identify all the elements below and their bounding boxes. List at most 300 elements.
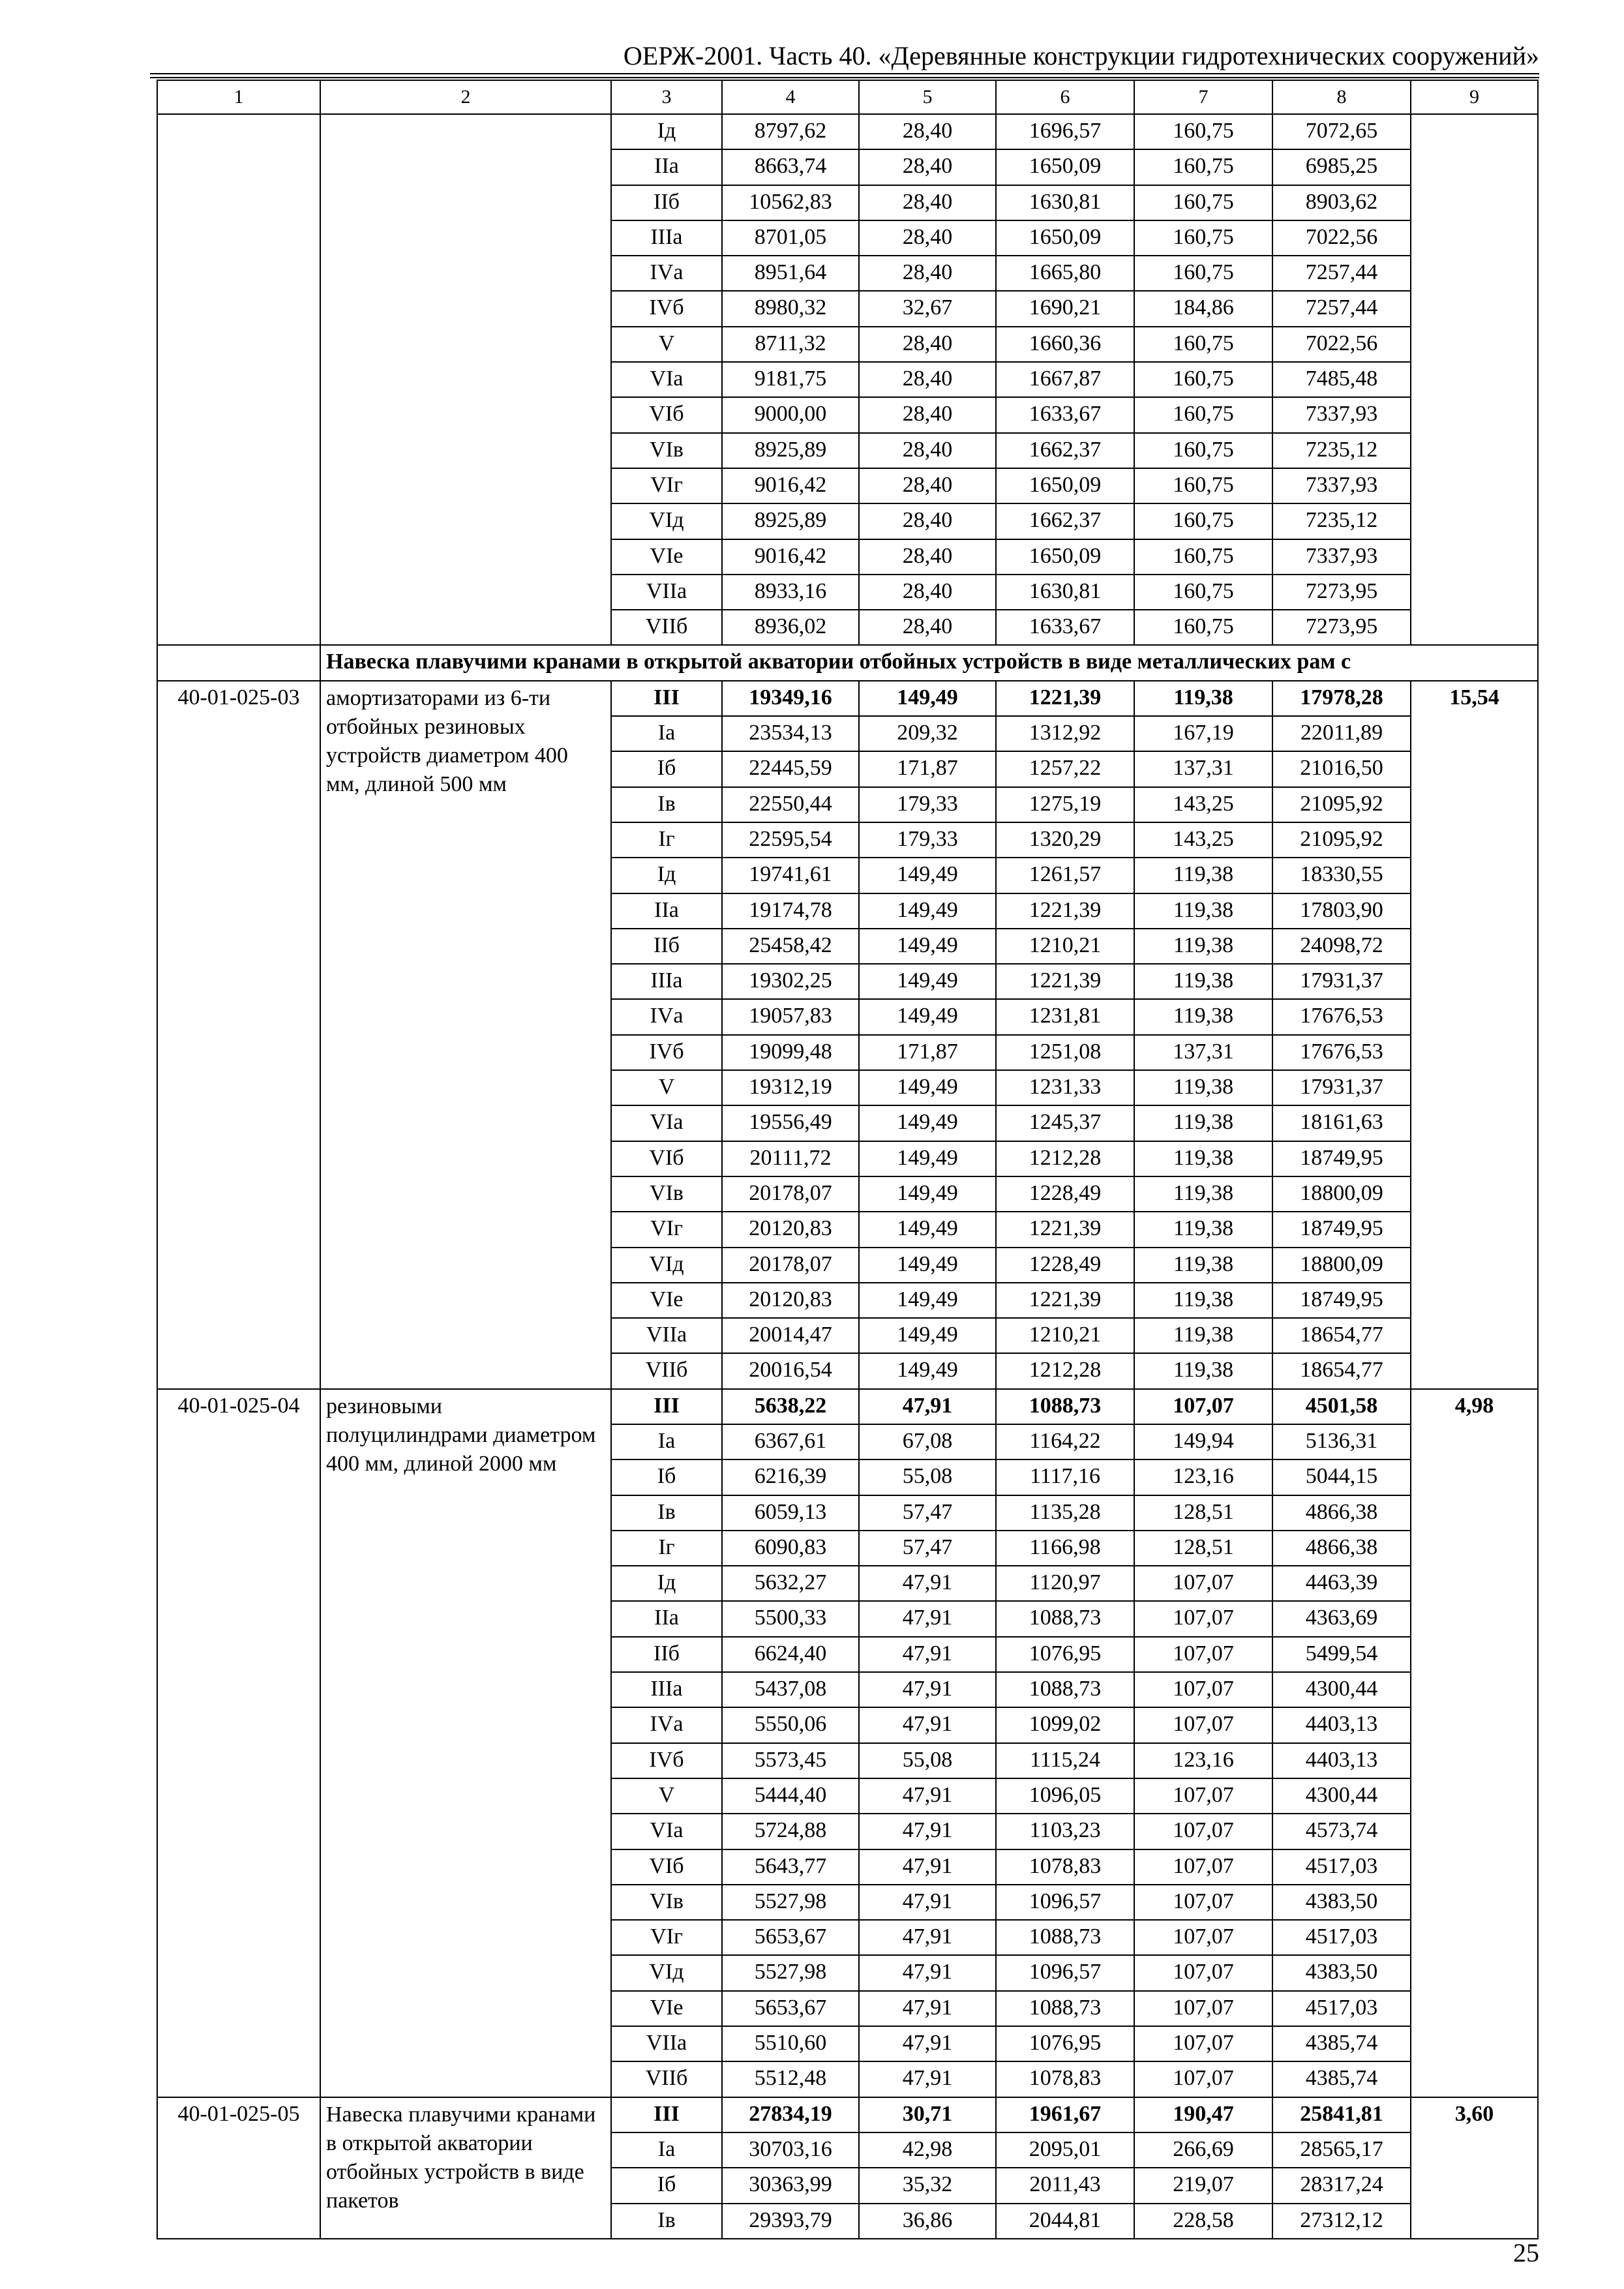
value-cell: 160,75 bbox=[1134, 149, 1272, 185]
value-cell: 8933,16 bbox=[722, 575, 859, 610]
value-cell: 107,07 bbox=[1134, 1672, 1272, 1707]
value-cell: 25841,81 bbox=[1272, 2097, 1411, 2132]
value-cell: 219,07 bbox=[1134, 2168, 1272, 2203]
zone-code: Iд bbox=[611, 858, 722, 893]
value-cell: 107,07 bbox=[1134, 1566, 1272, 1601]
zone-code: VIд bbox=[611, 503, 722, 539]
value-cell: 107,07 bbox=[1134, 1991, 1272, 2026]
value-cell: 5643,77 bbox=[722, 1849, 859, 1885]
value-cell: 27834,19 bbox=[722, 2097, 859, 2132]
value-cell: 4363,69 bbox=[1272, 1601, 1411, 1636]
zone-code: VIе bbox=[611, 1283, 722, 1318]
value-cell: 119,38 bbox=[1134, 1353, 1272, 1388]
rate-description: амортизаторами из 6-ти отбойных резиновых устройств диаметром 400 мм, длиной 500 мм bbox=[320, 681, 611, 1389]
value-cell: 4501,58 bbox=[1272, 1389, 1411, 1424]
value-cell: 8903,62 bbox=[1272, 185, 1411, 220]
value-cell: 1690,21 bbox=[996, 291, 1134, 326]
value-cell: 35,32 bbox=[859, 2168, 996, 2203]
value-cell: 107,07 bbox=[1134, 1707, 1272, 1743]
zone-code: VIа bbox=[611, 1105, 722, 1141]
value-cell: 9016,42 bbox=[722, 539, 859, 575]
value-cell: 22595,54 bbox=[722, 822, 859, 858]
value-cell: 7022,56 bbox=[1272, 327, 1411, 362]
zone-code: V bbox=[611, 1778, 722, 1814]
value-cell: 1166,98 bbox=[996, 1531, 1134, 1566]
value-cell: 1164,22 bbox=[996, 1424, 1134, 1459]
zone-code: Iб bbox=[611, 2168, 722, 2203]
value-cell: 7257,44 bbox=[1272, 256, 1411, 291]
value-cell: 160,75 bbox=[1134, 397, 1272, 432]
value-cell: 5632,27 bbox=[722, 1566, 859, 1601]
value-cell: 1103,23 bbox=[996, 1814, 1134, 1849]
value-cell: 149,49 bbox=[859, 929, 996, 964]
zone-code: IVб bbox=[611, 1743, 722, 1778]
value-cell: 28,40 bbox=[859, 433, 996, 468]
value-cell: 9181,75 bbox=[722, 362, 859, 397]
value-cell: 1099,02 bbox=[996, 1707, 1134, 1743]
value-cell: 1078,83 bbox=[996, 2061, 1134, 2097]
value-cell: 20178,07 bbox=[722, 1248, 859, 1283]
value-cell: 8980,32 bbox=[722, 291, 859, 326]
zone-code: IIа bbox=[611, 893, 722, 929]
value-cell: 28,40 bbox=[859, 149, 996, 185]
value-cell: 1231,81 bbox=[996, 999, 1134, 1034]
value-cell: 228,58 bbox=[1134, 2204, 1272, 2239]
zone-code: V bbox=[611, 327, 722, 362]
value-cell: 28565,17 bbox=[1272, 2132, 1411, 2168]
value-cell: 1088,73 bbox=[996, 1601, 1134, 1636]
value-cell: 149,49 bbox=[859, 893, 996, 929]
table-row bbox=[157, 681, 1538, 716]
value-cell: 107,07 bbox=[1134, 2061, 1272, 2097]
value-cell: 1221,39 bbox=[996, 681, 1134, 716]
value-cell: 119,38 bbox=[1134, 1070, 1272, 1105]
value-cell: 5437,08 bbox=[722, 1672, 859, 1707]
value-cell: 42,98 bbox=[859, 2132, 996, 2168]
value-cell: 17978,28 bbox=[1272, 681, 1411, 716]
value-cell: 1312,92 bbox=[996, 716, 1134, 751]
value-cell: 7337,93 bbox=[1272, 468, 1411, 503]
zone-code: Iв bbox=[611, 787, 722, 822]
value-cell: 5512,48 bbox=[722, 2061, 859, 2097]
value-cell: 266,69 bbox=[1134, 2132, 1272, 2168]
zone-code: IIб bbox=[611, 185, 722, 220]
value-cell: 5550,06 bbox=[722, 1707, 859, 1743]
column-number: 9 bbox=[1411, 80, 1538, 114]
value-cell: 2011,43 bbox=[996, 2168, 1134, 2203]
value-cell: 5500,33 bbox=[722, 1601, 859, 1636]
labor-time: 4,98 bbox=[1411, 1389, 1538, 2097]
zone-code: VIв bbox=[611, 1176, 722, 1212]
value-cell: 28,40 bbox=[859, 468, 996, 503]
value-cell: 30363,99 bbox=[722, 2168, 859, 2203]
value-cell: 4463,39 bbox=[1272, 1566, 1411, 1601]
value-cell: 17931,37 bbox=[1272, 964, 1411, 999]
value-cell: 20016,54 bbox=[722, 1353, 859, 1388]
value-cell: 28,40 bbox=[859, 539, 996, 575]
value-cell: 8925,89 bbox=[722, 503, 859, 539]
value-cell: 21095,92 bbox=[1272, 822, 1411, 858]
value-cell: 6367,61 bbox=[722, 1424, 859, 1459]
value-cell: 28,40 bbox=[859, 114, 996, 149]
value-cell: 1096,57 bbox=[996, 1955, 1134, 1990]
zone-code: Iб bbox=[611, 751, 722, 786]
value-cell: 5444,40 bbox=[722, 1778, 859, 1814]
value-cell: 107,07 bbox=[1134, 1778, 1272, 1814]
value-cell: 22011,89 bbox=[1272, 716, 1411, 751]
value-cell: 47,91 bbox=[859, 2061, 996, 2097]
zone-code: Iг bbox=[611, 1531, 722, 1566]
zone-code: VIд bbox=[611, 1955, 722, 1990]
value-cell: 4403,13 bbox=[1272, 1743, 1411, 1778]
value-cell: 4300,44 bbox=[1272, 1778, 1411, 1814]
value-cell: 119,38 bbox=[1134, 1283, 1272, 1318]
value-cell: 47,91 bbox=[859, 1637, 996, 1672]
zone-code: VIб bbox=[611, 397, 722, 432]
value-cell: 171,87 bbox=[859, 1035, 996, 1070]
value-cell: 167,19 bbox=[1134, 716, 1272, 751]
value-cell: 5044,15 bbox=[1272, 1459, 1411, 1495]
rate-description: резиновыми полуцилиндрами диаметром 400 мм, длиной 2000 мм bbox=[320, 1389, 611, 2097]
value-cell: 107,07 bbox=[1134, 1885, 1272, 1920]
labor-time: 15,54 bbox=[1411, 681, 1538, 1389]
value-cell: 149,49 bbox=[859, 1176, 996, 1212]
value-cell: 1275,19 bbox=[996, 787, 1134, 822]
value-cell: 67,08 bbox=[859, 1424, 996, 1459]
value-cell: 47,91 bbox=[859, 1389, 996, 1424]
value-cell: 1221,39 bbox=[996, 1283, 1134, 1318]
value-cell: 119,38 bbox=[1134, 1318, 1272, 1353]
value-cell: 28,40 bbox=[859, 503, 996, 539]
value-cell: 6985,25 bbox=[1272, 149, 1411, 185]
value-cell: 6624,40 bbox=[722, 1637, 859, 1672]
value-cell: 149,49 bbox=[859, 999, 996, 1034]
value-cell: 30,71 bbox=[859, 2097, 996, 2132]
value-cell: 123,16 bbox=[1134, 1743, 1272, 1778]
value-cell: 7257,44 bbox=[1272, 291, 1411, 326]
zone-code: Iг bbox=[611, 822, 722, 858]
zone-code: VIIа bbox=[611, 1318, 722, 1353]
value-cell: 4403,13 bbox=[1272, 1707, 1411, 1743]
zone-code: IIIа bbox=[611, 964, 722, 999]
value-cell: 1320,29 bbox=[996, 822, 1134, 858]
value-cell: 7273,95 bbox=[1272, 610, 1411, 645]
value-cell: 4866,38 bbox=[1272, 1531, 1411, 1566]
value-cell: 149,49 bbox=[859, 1141, 996, 1176]
value-cell: 137,31 bbox=[1134, 751, 1272, 786]
zone-code: VIд bbox=[611, 1248, 722, 1283]
value-cell: 20111,72 bbox=[722, 1141, 859, 1176]
value-cell: 47,91 bbox=[859, 1601, 996, 1636]
zone-code: Iб bbox=[611, 1459, 722, 1495]
value-cell: 1696,57 bbox=[996, 114, 1134, 149]
value-cell: 28,40 bbox=[859, 185, 996, 220]
value-cell: 7337,93 bbox=[1272, 539, 1411, 575]
section-row bbox=[157, 645, 1538, 680]
value-cell: 160,75 bbox=[1134, 468, 1272, 503]
zone-code: IVа bbox=[611, 999, 722, 1034]
zone-code: VIа bbox=[611, 1814, 722, 1849]
value-cell: 27312,12 bbox=[1272, 2204, 1411, 2239]
zone-code: Iв bbox=[611, 2204, 722, 2239]
value-cell: 1212,28 bbox=[996, 1141, 1134, 1176]
value-cell: 47,91 bbox=[859, 1849, 996, 1885]
value-cell: 160,75 bbox=[1134, 610, 1272, 645]
value-cell: 47,91 bbox=[859, 1566, 996, 1601]
value-cell: 107,07 bbox=[1134, 2026, 1272, 2061]
value-cell: 36,86 bbox=[859, 2204, 996, 2239]
zone-code: Iа bbox=[611, 716, 722, 751]
value-cell: 18161,63 bbox=[1272, 1105, 1411, 1141]
value-cell: 160,75 bbox=[1134, 575, 1272, 610]
value-cell: 1076,95 bbox=[996, 2026, 1134, 2061]
page-number: 25 bbox=[1513, 2238, 1539, 2267]
value-cell: 160,75 bbox=[1134, 433, 1272, 468]
value-cell: 5573,45 bbox=[722, 1743, 859, 1778]
value-cell: 1245,37 bbox=[996, 1105, 1134, 1141]
table-row bbox=[157, 1389, 1538, 1424]
zone-code: VIIа bbox=[611, 575, 722, 610]
rate-code: 40-01-025-04 bbox=[157, 1389, 320, 2097]
value-cell: 7485,48 bbox=[1272, 362, 1411, 397]
value-cell: 149,49 bbox=[859, 964, 996, 999]
value-cell: 149,49 bbox=[859, 681, 996, 716]
value-cell: 19174,78 bbox=[722, 893, 859, 929]
zone-code: Iв bbox=[611, 1495, 722, 1531]
zone-code: VIг bbox=[611, 1212, 722, 1247]
value-cell: 1212,28 bbox=[996, 1353, 1134, 1388]
value-cell: 1210,21 bbox=[996, 929, 1134, 964]
value-cell: 28,40 bbox=[859, 220, 996, 256]
value-cell: 1210,21 bbox=[996, 1318, 1134, 1353]
value-cell: 1088,73 bbox=[996, 1920, 1134, 1955]
value-cell: 18800,09 bbox=[1272, 1248, 1411, 1283]
column-number: 6 bbox=[996, 80, 1134, 114]
value-cell: 20120,83 bbox=[722, 1212, 859, 1247]
value-cell: 8797,62 bbox=[722, 114, 859, 149]
value-cell: 18749,95 bbox=[1272, 1212, 1411, 1247]
value-cell: 119,38 bbox=[1134, 1248, 1272, 1283]
value-cell: 1662,37 bbox=[996, 433, 1134, 468]
zone-code: VIе bbox=[611, 539, 722, 575]
value-cell: 9000,00 bbox=[722, 397, 859, 432]
value-cell: 19302,25 bbox=[722, 964, 859, 999]
header-rule bbox=[150, 73, 1539, 74]
zone-code: III bbox=[611, 2097, 722, 2132]
section-spacer bbox=[157, 645, 320, 680]
column-number: 5 bbox=[859, 80, 996, 114]
value-cell: 1088,73 bbox=[996, 1389, 1134, 1424]
zone-code: VIг bbox=[611, 468, 722, 503]
value-cell: 1221,39 bbox=[996, 1212, 1134, 1247]
value-cell: 23534,13 bbox=[722, 716, 859, 751]
value-cell: 1633,67 bbox=[996, 610, 1134, 645]
value-cell: 10562,83 bbox=[722, 185, 859, 220]
value-cell: 190,47 bbox=[1134, 2097, 1272, 2132]
value-cell: 4385,74 bbox=[1272, 2061, 1411, 2097]
value-cell: 1650,09 bbox=[996, 149, 1134, 185]
value-cell: 28,40 bbox=[859, 397, 996, 432]
value-cell: 4517,03 bbox=[1272, 1920, 1411, 1955]
value-cell: 1660,36 bbox=[996, 327, 1134, 362]
value-cell: 20014,47 bbox=[722, 1318, 859, 1353]
value-cell: 55,08 bbox=[859, 1459, 996, 1495]
zone-code: IIа bbox=[611, 149, 722, 185]
value-cell: 47,91 bbox=[859, 1920, 996, 1955]
value-cell: 5510,60 bbox=[722, 2026, 859, 2061]
table-row bbox=[157, 114, 1538, 149]
zone-code: Iа bbox=[611, 1424, 722, 1459]
value-cell: 1078,83 bbox=[996, 1849, 1134, 1885]
value-cell: 5527,98 bbox=[722, 1885, 859, 1920]
value-cell: 1120,97 bbox=[996, 1566, 1134, 1601]
value-cell: 4866,38 bbox=[1272, 1495, 1411, 1531]
value-cell: 21016,50 bbox=[1272, 751, 1411, 786]
column-number: 7 bbox=[1134, 80, 1272, 114]
value-cell: 18749,95 bbox=[1272, 1283, 1411, 1318]
value-cell: 5527,98 bbox=[722, 1955, 859, 1990]
zone-code: VIв bbox=[611, 1885, 722, 1920]
value-cell: 28,40 bbox=[859, 256, 996, 291]
value-cell: 107,07 bbox=[1134, 1849, 1272, 1885]
value-cell: 160,75 bbox=[1134, 503, 1272, 539]
zone-code: IIIа bbox=[611, 1672, 722, 1707]
table-row bbox=[157, 2097, 1538, 2132]
value-cell: 8701,05 bbox=[722, 220, 859, 256]
value-cell: 171,87 bbox=[859, 751, 996, 786]
zone-code: III bbox=[611, 1389, 722, 1424]
value-cell: 6216,39 bbox=[722, 1459, 859, 1495]
value-cell: 20120,83 bbox=[722, 1283, 859, 1318]
column-number: 8 bbox=[1272, 80, 1411, 114]
value-cell: 7235,12 bbox=[1272, 433, 1411, 468]
value-cell: 1961,67 bbox=[996, 2097, 1134, 2132]
value-cell: 28,40 bbox=[859, 327, 996, 362]
zone-code: VIб bbox=[611, 1141, 722, 1176]
value-cell: 19556,49 bbox=[722, 1105, 859, 1141]
value-cell: 1650,09 bbox=[996, 220, 1134, 256]
value-cell: 25458,42 bbox=[722, 929, 859, 964]
value-cell: 8663,74 bbox=[722, 149, 859, 185]
value-cell: 8925,89 bbox=[722, 433, 859, 468]
value-cell: 149,49 bbox=[859, 1283, 996, 1318]
value-cell: 47,91 bbox=[859, 1707, 996, 1743]
value-cell: 17676,53 bbox=[1272, 999, 1411, 1034]
value-cell: 1115,24 bbox=[996, 1743, 1134, 1778]
value-cell: 47,91 bbox=[859, 1955, 996, 1990]
value-cell: 19349,16 bbox=[722, 681, 859, 716]
value-cell: 160,75 bbox=[1134, 185, 1272, 220]
value-cell: 128,51 bbox=[1134, 1531, 1272, 1566]
zone-code: IIб bbox=[611, 929, 722, 964]
column-number: 4 bbox=[722, 80, 859, 114]
value-cell: 1633,67 bbox=[996, 397, 1134, 432]
value-cell: 2044,81 bbox=[996, 2204, 1134, 2239]
value-cell: 149,94 bbox=[1134, 1424, 1272, 1459]
value-cell: 28,40 bbox=[859, 610, 996, 645]
value-cell: 107,07 bbox=[1134, 1955, 1272, 1990]
value-cell: 20178,07 bbox=[722, 1176, 859, 1212]
value-cell: 47,91 bbox=[859, 2026, 996, 2061]
value-cell: 149,49 bbox=[859, 1353, 996, 1388]
value-cell: 29393,79 bbox=[722, 2204, 859, 2239]
value-cell: 143,25 bbox=[1134, 787, 1272, 822]
value-cell: 18330,55 bbox=[1272, 858, 1411, 893]
value-cell: 1667,87 bbox=[996, 362, 1134, 397]
zone-code: IIа bbox=[611, 1601, 722, 1636]
column-number-row bbox=[157, 80, 1538, 114]
value-cell: 47,91 bbox=[859, 1672, 996, 1707]
value-cell: 149,49 bbox=[859, 858, 996, 893]
value-cell: 119,38 bbox=[1134, 1141, 1272, 1176]
value-cell: 8936,02 bbox=[722, 610, 859, 645]
zone-code: IIIа bbox=[611, 220, 722, 256]
value-cell: 123,16 bbox=[1134, 1459, 1272, 1495]
value-cell: 28,40 bbox=[859, 575, 996, 610]
value-cell: 179,33 bbox=[859, 787, 996, 822]
value-cell: 1096,05 bbox=[996, 1778, 1134, 1814]
value-cell: 184,86 bbox=[1134, 291, 1272, 326]
value-cell: 1665,80 bbox=[996, 256, 1134, 291]
zone-code: VIIб bbox=[611, 1353, 722, 1388]
value-cell: 143,25 bbox=[1134, 822, 1272, 858]
value-cell: 4573,74 bbox=[1272, 1814, 1411, 1849]
value-cell: 119,38 bbox=[1134, 1176, 1272, 1212]
value-cell: 18654,77 bbox=[1272, 1318, 1411, 1353]
zone-code: IVа bbox=[611, 1707, 722, 1743]
zone-code: IVб bbox=[611, 291, 722, 326]
value-cell: 1630,81 bbox=[996, 185, 1134, 220]
value-cell: 4517,03 bbox=[1272, 1991, 1411, 2026]
value-cell: 21095,92 bbox=[1272, 787, 1411, 822]
value-cell: 149,49 bbox=[859, 1318, 996, 1353]
value-cell: 7022,56 bbox=[1272, 220, 1411, 256]
value-cell: 1076,95 bbox=[996, 1637, 1134, 1672]
value-cell: 9016,42 bbox=[722, 468, 859, 503]
value-cell: 1088,73 bbox=[996, 1991, 1134, 2026]
rate-description: Навеска плавучими кранами в открытой акватории отбойных устройств в виде пакетов bbox=[320, 2097, 611, 2239]
value-cell: 119,38 bbox=[1134, 929, 1272, 964]
rates-table bbox=[157, 80, 1539, 2239]
value-cell: 137,31 bbox=[1134, 1035, 1272, 1070]
column-number: 1 bbox=[157, 80, 320, 114]
value-cell: 149,49 bbox=[859, 1248, 996, 1283]
value-cell: 19312,19 bbox=[722, 1070, 859, 1105]
value-cell: 57,47 bbox=[859, 1531, 996, 1566]
value-cell: 8711,32 bbox=[722, 327, 859, 362]
zone-code: VIв bbox=[611, 433, 722, 468]
value-cell: 119,38 bbox=[1134, 1105, 1272, 1141]
value-cell: 160,75 bbox=[1134, 539, 1272, 575]
value-cell: 1135,28 bbox=[996, 1495, 1134, 1531]
rate-description-empty bbox=[320, 114, 611, 645]
value-cell: 22445,59 bbox=[722, 751, 859, 786]
value-cell: 107,07 bbox=[1134, 1601, 1272, 1636]
value-cell: 5724,88 bbox=[722, 1814, 859, 1849]
zone-code: IVб bbox=[611, 1035, 722, 1070]
zone-code: VIб bbox=[611, 1849, 722, 1885]
value-cell: 119,38 bbox=[1134, 893, 1272, 929]
zone-code: IVа bbox=[611, 256, 722, 291]
value-cell: 6059,13 bbox=[722, 1495, 859, 1531]
value-cell: 28317,24 bbox=[1272, 2168, 1411, 2203]
value-cell: 119,38 bbox=[1134, 858, 1272, 893]
value-cell: 160,75 bbox=[1134, 327, 1272, 362]
value-cell: 7235,12 bbox=[1272, 503, 1411, 539]
value-cell: 1096,57 bbox=[996, 1885, 1134, 1920]
value-cell: 1221,39 bbox=[996, 964, 1134, 999]
value-cell: 17676,53 bbox=[1272, 1035, 1411, 1070]
